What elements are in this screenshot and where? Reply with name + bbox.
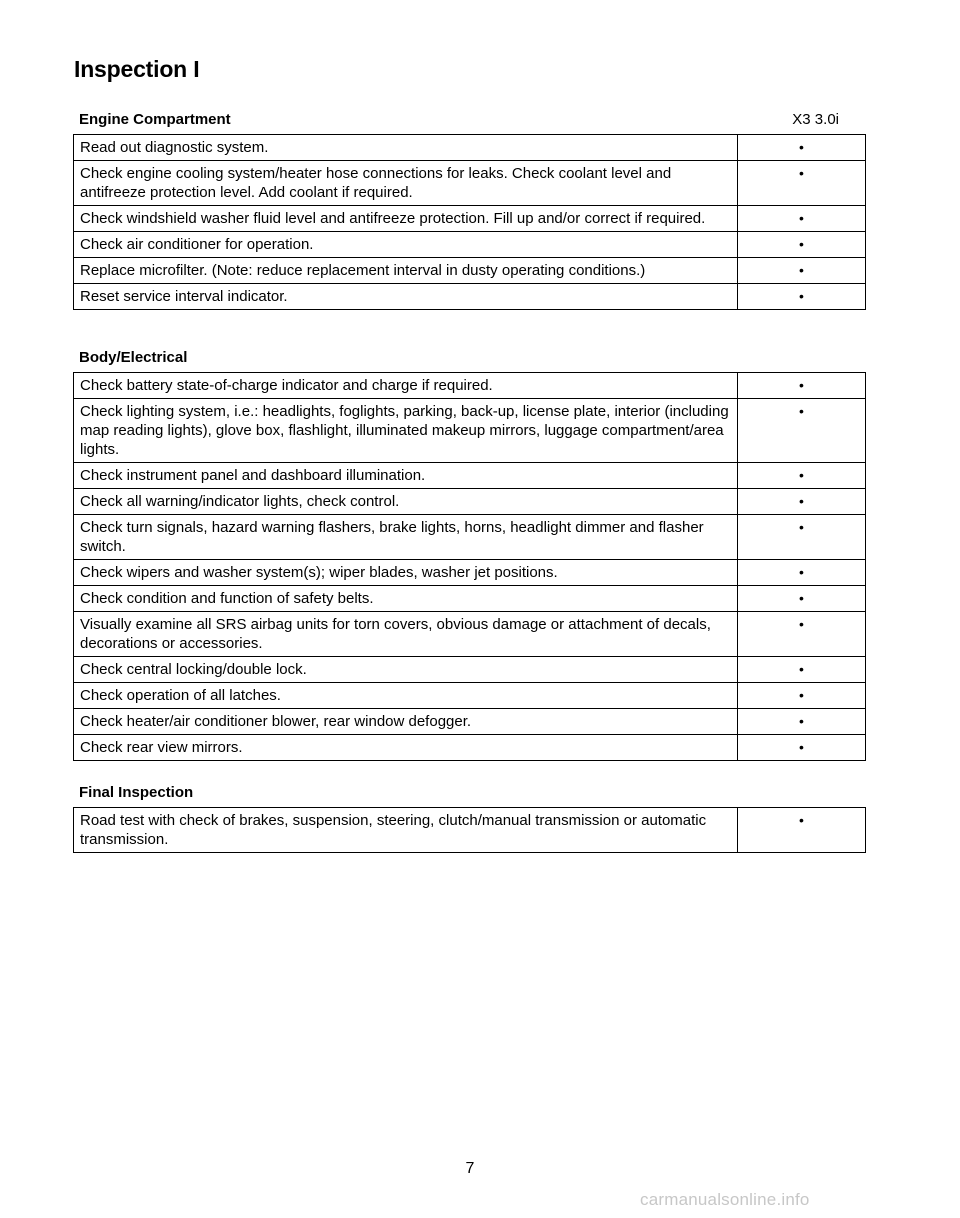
table-row <box>74 232 866 258</box>
check-mark: • <box>738 560 866 586</box>
item-text: Check heater/air conditioner blower, rear window defogger. <box>74 709 738 735</box>
section-header-body-electrical <box>79 349 839 366</box>
table-row <box>74 709 866 735</box>
table-row <box>74 161 866 206</box>
check-mark: • <box>738 284 866 310</box>
item-text: Check central locking/double lock. <box>74 657 738 683</box>
check-mark: • <box>738 373 866 399</box>
section-header-final-inspection <box>79 784 839 801</box>
item-text: Check air conditioner for operation. <box>74 232 738 258</box>
check-mark: • <box>738 206 866 232</box>
check-mark: • <box>738 258 866 284</box>
check-mark: • <box>738 489 866 515</box>
check-mark: • <box>738 683 866 709</box>
check-mark: • <box>738 657 866 683</box>
section-heading: Final Inspection <box>79 784 194 801</box>
check-mark: • <box>738 232 866 258</box>
item-text: Check rear view mirrors. <box>74 735 738 761</box>
watermark-text: carmanualsonline.info <box>640 1190 810 1209</box>
final-inspection-table <box>73 807 866 853</box>
check-mark: • <box>738 515 866 560</box>
check-mark: • <box>738 463 866 489</box>
item-text: Read out diagnostic system. <box>74 135 738 161</box>
item-text: Check condition and function of safety belts. <box>74 586 738 612</box>
table-row <box>74 515 866 560</box>
table-row <box>74 489 866 515</box>
page-number: 7 <box>465 1160 475 1177</box>
check-mark: • <box>738 161 866 206</box>
table-row <box>74 612 866 657</box>
model-label: X3 3.0i <box>792 111 839 128</box>
check-mark: • <box>738 612 866 657</box>
check-mark: • <box>738 808 866 853</box>
item-text: Check operation of all latches. <box>74 683 738 709</box>
table-row <box>74 258 866 284</box>
check-mark: • <box>738 135 866 161</box>
section-header-engine-compartment <box>79 111 839 128</box>
engine-compartment-table <box>73 134 866 310</box>
check-mark: • <box>738 735 866 761</box>
item-text: Check engine cooling system/heater hose connections for leaks. Check coolant level and antifreeze protection level. Add coolant if required. <box>74 161 738 206</box>
check-mark: • <box>738 586 866 612</box>
table-row <box>74 135 866 161</box>
table-row <box>74 463 866 489</box>
item-text: Check wipers and washer system(s); wiper blades, washer jet positions. <box>74 560 738 586</box>
check-mark: • <box>738 709 866 735</box>
body-electrical-table <box>73 372 866 761</box>
item-text: Visually examine all SRS airbag units for torn covers, obvious damage or attachment of decals, decorations or accessories. <box>74 612 738 657</box>
table-row <box>74 683 866 709</box>
page-title: Inspection I <box>74 56 200 82</box>
item-text: Reset service interval indicator. <box>74 284 738 310</box>
table-row <box>74 657 866 683</box>
check-mark: • <box>738 399 866 463</box>
table-row <box>74 399 866 463</box>
table-row <box>74 586 866 612</box>
item-text: Check turn signals, hazard warning flashers, brake lights, horns, headlight dimmer and flasher switch. <box>74 515 738 560</box>
table-row <box>74 373 866 399</box>
table-row <box>74 206 866 232</box>
item-text: Check windshield washer fluid level and antifreeze protection. Fill up and/or correct if required. <box>74 206 738 232</box>
item-text: Check battery state-of-charge indicator and charge if required. <box>74 373 738 399</box>
section-heading: Engine Compartment <box>79 111 231 128</box>
table-row <box>74 735 866 761</box>
table-row <box>74 284 866 310</box>
table-row <box>74 808 866 853</box>
item-text: Road test with check of brakes, suspension, steering, clutch/manual transmission or automatic transmission. <box>74 808 738 853</box>
table-row <box>74 560 866 586</box>
section-heading: Body/Electrical <box>79 349 188 366</box>
item-text: Check all warning/indicator lights, check control. <box>74 489 738 515</box>
item-text: Check lighting system, i.e.: headlights, foglights, parking, back-up, license plate, interior (including map reading lights), glove box, flashlight, illuminated makeup mirrors, luggage compartment/area lights. <box>74 399 738 463</box>
item-text: Replace microfilter. (Note: reduce replacement interval in dusty operating conditions.) <box>74 258 738 284</box>
item-text: Check instrument panel and dashboard illumination. <box>74 463 738 489</box>
